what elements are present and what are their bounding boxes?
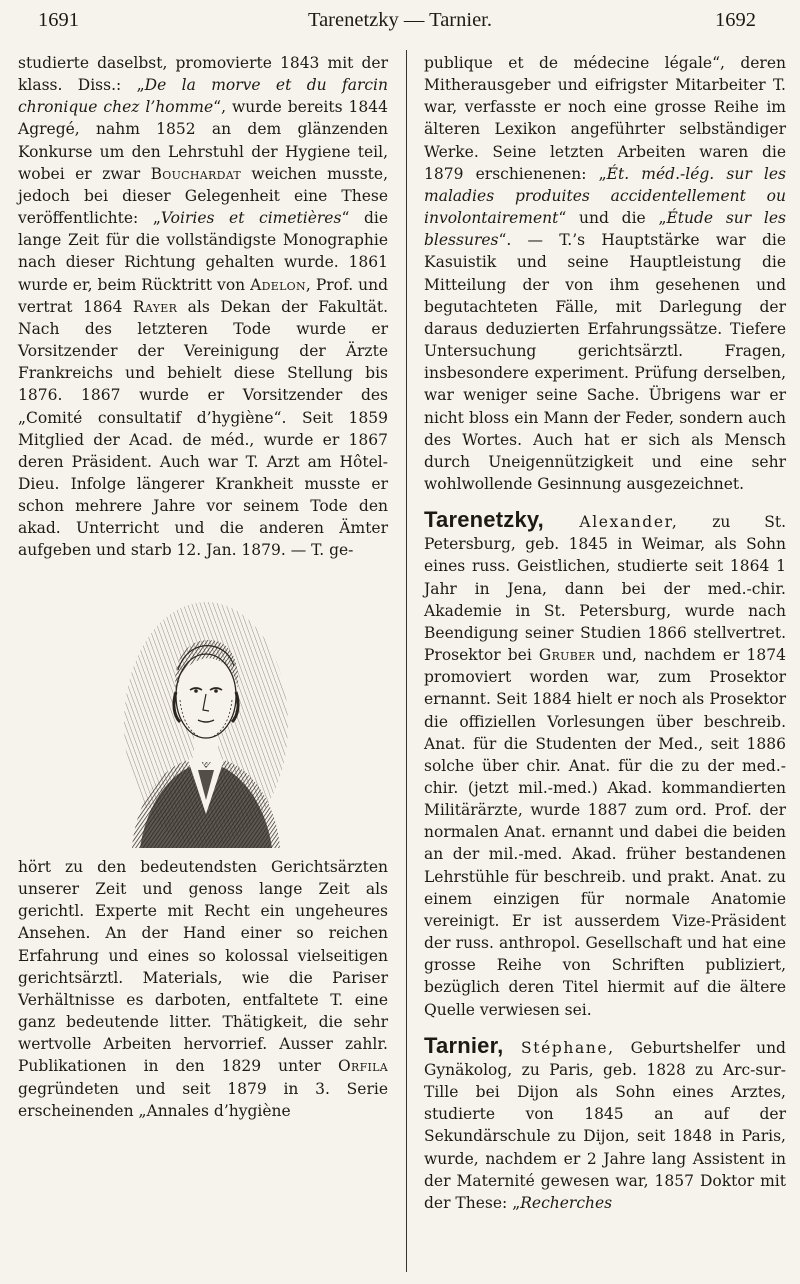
work-title: De la morve et du farcin chronique chez l’homme: [18, 76, 388, 117]
text-run: als Dekan der Fakultät. Nach des letzteren Tode wurde er Vorsitzender der Vereinigung der Ärzte Frankreichs und behielt diese Stellung bis 1876. 1867 wurde er Vorsitzender des „Comité consultatif d’hygiène“. Seit 1859 Mitglied der Acad. de méd., wurde er 1867 deren Präsident. Auch war T. Arzt am Hôtel-Dieu. Infolge längerer Krankheit musste er schon mehrere Jahre vor seinem Tode den akad. Unterricht und die anderen Ämter aufgeben und starb 12. Jan. 1879. — T. ge-: [18, 297, 388, 560]
paragraph: [424, 52, 786, 495]
portrait-engraving: [122, 600, 290, 848]
entry-given-name: Stéphane,: [503, 1038, 615, 1057]
running-title: Tarenetzky — Tarnier.: [307, 9, 493, 31]
text-run: “ die lange Zeit für die vollständigste Monographie nach dieser Richtung gehalten wurde. 1861 wurde er, beim Rücktritt von: [18, 209, 389, 294]
text-run: weichen musste, jedoch bei dieser Gelegenheit eine These veröffentlichte: „: [18, 164, 388, 228]
paragraph: [18, 856, 388, 1122]
entry-heading: Tarnier,: [424, 1032, 504, 1058]
entry-heading: Tarenetzky,: [424, 507, 544, 533]
text-run: hört zu den bedeutendsten Gerichtsärzten unserer Zeit und genoss lange Zeit als gerichtl. Experte mit Recht ein ungeheures Ansehen. An der Hand einer so reichen Erfahrung und eines so kolossal vielseitigen gerichtsärztl. Materials, wie die Pariser Verhältnisse es darboten, entfaltete T. eine ganz bedeutende litter. Thätigkeit, die sehr wertvolle Arbeiten hervorrief. Ausser zahlr. Publikationen in den 1829 unter: [18, 858, 388, 1076]
text-run: “ und die „: [558, 209, 667, 228]
work-title: Étude sur les blessures: [424, 209, 786, 250]
entry-tarnier: [424, 1032, 786, 1214]
work-title: Recherches: [520, 1193, 613, 1212]
person-name: Rayer: [132, 297, 178, 316]
right-column: [424, 52, 786, 1214]
text-run: “, wurde bereits 1844 Agregé, nahm 1852 an dem glänzenden Konkurse um den Lehrstuhl der Hygiene teil, wobei er zwar: [18, 98, 389, 183]
person-name: Adelon: [250, 275, 306, 294]
text-run: gegründeten und seit 1879 in 3. Serie erscheinenden „Annales d’hygiène: [18, 1079, 388, 1120]
text-run: Geburtshelfer und Gynäkolog, zu Paris, geb. 1828 zu Arc-sur-Tille bei Dijon als Sohn eines Arztes, studierte von 1845 an auf der Sekundärschule zu Dijon, seit 1848 in Paris, wurde, nachdem er 2 Jahre lang Assistent in der Maternité gewesen war, 1857 Doktor mit der These: „: [424, 1038, 786, 1212]
text-run: studierte daselbst, promovierte 1843 mit der klass. Diss.: „: [18, 54, 388, 95]
work-title: Voiries et cimetières: [160, 209, 342, 228]
text-run: , Prof. und vertrat 1864: [18, 275, 389, 316]
left-column-top: [18, 52, 388, 562]
work-title: Ét. méd.-lég. sur les maladies produites accidentellement ou involontairement: [424, 164, 786, 228]
person-name: Orfila: [337, 1057, 388, 1076]
entry-given-name: Alexander,: [544, 513, 679, 532]
page-header: [0, 0, 800, 46]
text-run: publique et de médecine légale“, deren Mitherausgeber und eifrigster Mitarbeiter T. war, verfasste er noch eine grosse Reihe im älteren Lexikon angeführter selbständiger Werke. Seine letzten Arbeiten waren die 1879 erschienenen: „: [424, 54, 786, 183]
left-column-bottom: [18, 856, 388, 1122]
page-number-left: 1691: [38, 9, 79, 31]
text-run: und, nachdem er 1874 promoviert worden war, zum Prosektor ernannt. Seit 1884 hielt er noch als Prosektor die offiziellen Vorlesungen über beschreib. Anat. für die Studenten der Med., seit 1886 solche über chir. Anat. für die zu der med.-chir. (jetzt mil.-med.) Akad. kommandierten Militärärzte, wurde 1887 zum ord. Prof. der normalen Anat. ernannt und dabei die beiden an der mil.-med. Akad. früher bestandenen Lehrstühle für beschreib. und prakt. Anat. zu einem einzigen für normale Anatomie vereinigt. Er ist ausserdem Vize-Präsident der russ. anthropol. Gesellschaft und hat eine grosse Reihe von Schriften publiziert, bezüglich deren Titel hiermit auf die ältere Quelle verwiesen sei.: [424, 646, 786, 1019]
text-run: zu St. Petersburg, geb. 1845 in Weimar, als Sohn eines russ. Geistlichen, studierte seit 1864 1 Jahr in Jena, dann bei der med.-chir. Akademie in St. Petersburg, wurde nach Beendigung seiner Studien 1866 stellvertret. Prosektor bei: [424, 513, 786, 665]
paragraph: [18, 52, 388, 562]
page-number-right: 1692: [715, 9, 756, 31]
person-name: Gruber: [538, 646, 596, 665]
column-divider: [406, 50, 407, 1272]
text-run: “. — T.’s Hauptstärke war die Kasuistik und seine Hauptleistung die Mitteilung der von ihm gesehenen und begutachteten Fälle, mit Darlegung der daraus deduzierten Erfahrungssätze. Tiefere Untersuchung gerichtsärztl. Fragen, insbesondere experiment. Prüfung derselben, war weniger seine Sache. Übrigens war er nicht bloss ein Mann der Feder, sondern auch des Wortes. Auch hat er sich als Mensch durch Uneigennützigkeit und eine sehr wohlwollende Gesinnung ausgezeichnet.: [424, 231, 786, 493]
person-name: Bouchardat: [150, 164, 242, 183]
entry-tarenetzky: [424, 509, 786, 1021]
